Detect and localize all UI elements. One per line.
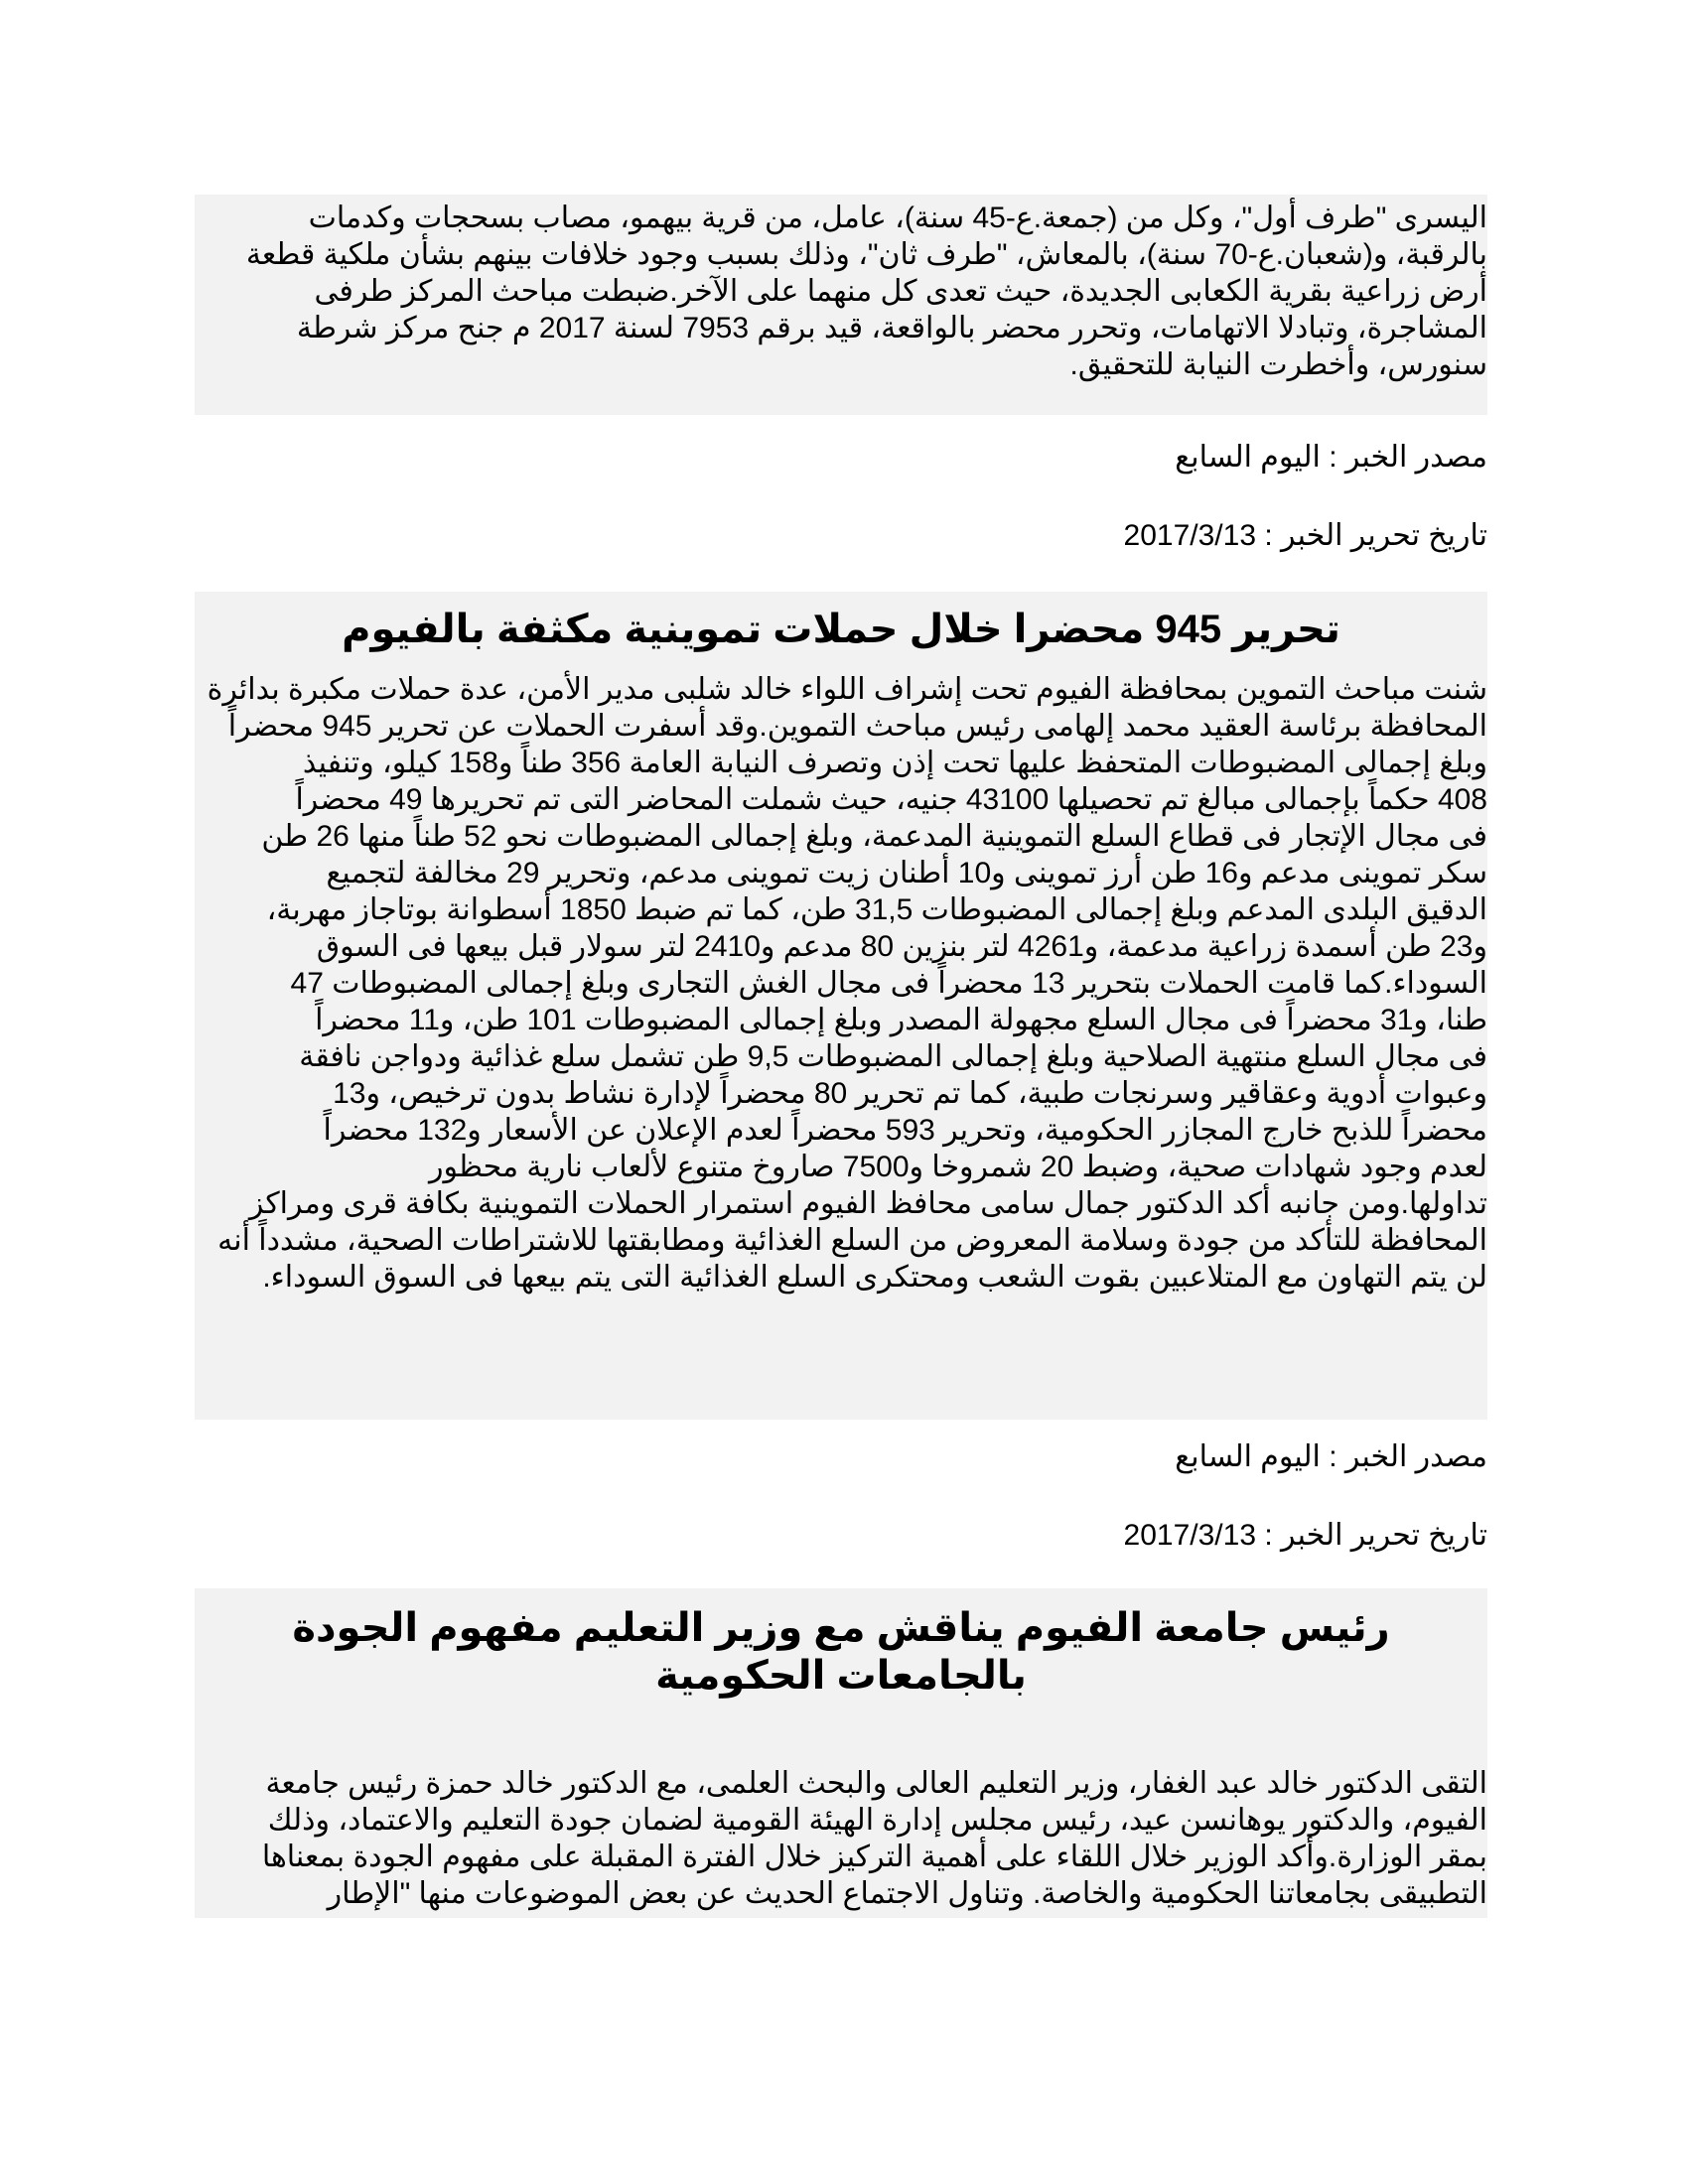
article-2-date: تاريخ تحرير الخبر : 2017/3/13 <box>1123 1519 1487 1552</box>
body-line: تداولها.ومن جانبه أكد الدكتور جمال سامى محافظ الفيوم استمرار الحملات التموينية بكافة قرى ومراكز <box>248 1187 1487 1220</box>
body-line: فى مجال السلع منتهية الصلاحية وبلغ إجمالى المضبوطات 9,5 طن تشمل سلع غذائية ودواجن نافقة <box>299 1040 1487 1073</box>
article-1-date: تاريخ تحرير الخبر : 2017/3/13 <box>1123 519 1487 552</box>
body-line: السوداء.كما قامت الحملات بتحرير 13 محضراً فى مجال الغش التجارى وبلغ إجمالى المضبوطات 47 <box>290 967 1487 1000</box>
body-line: وبلغ إجمالى المضبوطات المتحفظ عليها تحت إذن وتصرف النيابة العامة 356 طناً و158 كيلو، وتنفيذ <box>302 747 1487 779</box>
body-line: طنا، و31 محضراً فى مجال السلع مجهولة المصدر وبلغ إجمالى المضبوطات 101 طن، و11 محضراً <box>315 1004 1487 1036</box>
body-line: التطبيقى بجامعاتنا الحكومية والخاصة. وتناول الاجتماع الحديث عن بعض الموضوعات منها "الإطار <box>327 1877 1487 1910</box>
body-line: لن يتم التهاون مع المتلاعبين بقوت الشعب ومحتكرى السلع الغذائية التى يتم بيعها فى السوق السوداء. <box>262 1261 1487 1294</box>
body-line: المشاجرة، وتبادلا الاتهامات، وتحرر محضر بالواقعة، قيد برقم 7953 لسنة 2017 م جنح مركز شرطة <box>296 312 1487 344</box>
body-line: شنت مباحث التموين بمحافظة الفيوم تحت إشراف اللواء خالد شلبى مدير الأمن، عدة حملات مكبرة بدائرة <box>207 673 1487 706</box>
body-line: المحافظة برئاسة العقيد محمد إلهامى رئيس مباحث التموين.وقد أسفرت الحملات عن تحرير 945 محضراً <box>227 710 1487 743</box>
body-line: سنورس، وأخطرت النيابة للتحقيق. <box>1069 348 1487 381</box>
body-line: الدقيق البلدى المدعم وبلغ إجمالى المضبوطات 31,5 طن، كما تم ضبط 1850 أسطوانة بوتاجاز مهربة، <box>266 893 1487 926</box>
body-line: محضراً للذبح خارج المجازر الحكومية، وتحرير 593 محضراً لعدم الإعلان عن الأسعار و132 محضراً <box>323 1114 1487 1147</box>
body-line: الفيوم، والدكتور يوهانسن عيد، رئيس مجلس إدارة الهيئة القومية لضمان جودة التعليم والاعتماد، وذلك <box>267 1804 1487 1837</box>
body-line: وعبوات أدوية وعقاقير وسرنجات طبية، كما تم تحرير 80 محضراً لإدارة نشاط بدون ترخيص، و13 <box>333 1077 1487 1110</box>
article-2-title: تحرير 945 محضرا خلال حملات تموينية مكثفة بالفيوم <box>195 592 1487 669</box>
article-3-body <box>195 1757 1487 1918</box>
body-line: التقى الدكتور خالد عبد الغفار، وزير التعليم العالى والبحث العلمى، مع الدكتور خالد حمزة رئيس جامعة <box>265 1767 1487 1800</box>
body-line: المحافظة للتأكد من جودة وسلامة المعروض من السلع الغذائية ومطابقتها للاشتراطات الصحية، مشدداً أنه <box>217 1224 1487 1257</box>
body-line: بمقر الوزارة.وأكد الوزير خلال اللقاء على أهمية التركيز خلال الفترة المقبلة على مفهوم الجودة بمعناها <box>261 1841 1487 1873</box>
body-line: و23 طن أسمدة زراعية مدعمة، و4261 لتر بنزين 80 مدعم و2410 لتر سولار قبل بيعها فى السوق <box>316 930 1487 963</box>
body-line: اليسرى "طرف أول"، وكل من (جمعة.ع-45 سنة)، عامل، من قرية بيهمو، مصاب بسحجات وكدمات <box>308 202 1487 234</box>
article-1-source: مصدر الخبر : اليوم السابع <box>1175 441 1487 474</box>
body-line: فى مجال الإتجار فى قطاع السلع التموينية المدعمة، وبلغ إجمالى المضبوطات نحو 52 طناً منها 26 طن <box>261 820 1487 853</box>
body-line: سكر تموينى مدعم و16 طن أرز تموينى و10 أطنان زيت تموينى مدعم، وتحرير 29 مخالفة لتجميع <box>326 857 1487 889</box>
body-line: بالرقبة، و(شعبان.ع-70 سنة)، بالمعاش، "طرف ثان"، وذلك بسبب وجود خلافات بينهم بشأن ملكية قطعة <box>245 238 1487 271</box>
article-3-title: رئيس جامعة الفيوم يناقش مع وزير التعليم مفهوم الجودة بالجامعات الحكومية <box>195 1588 1487 1757</box>
body-line: أرض زراعية بقرية الكعابى الجديدة، حيث تعدى كل منهما على الآخر.ضبطت مباحث المركز طرفى <box>314 275 1487 308</box>
body-line: لعدم وجود شهادات صحية، وضبط 20 شمروخا و7500 صاروخ متنوع لألعاب نارية محظور <box>429 1151 1487 1183</box>
article-1-body <box>195 195 1487 415</box>
article-2-source: مصدر الخبر : اليوم السابع <box>1175 1440 1487 1473</box>
body-line: 408 حكماً بإجمالى مبالغ تم تحصيلها 43100 جنيه، حيث شملت المحاضر التى تم تحريرها 49 محضراً <box>295 783 1487 816</box>
article-2-body <box>195 669 1487 1420</box>
